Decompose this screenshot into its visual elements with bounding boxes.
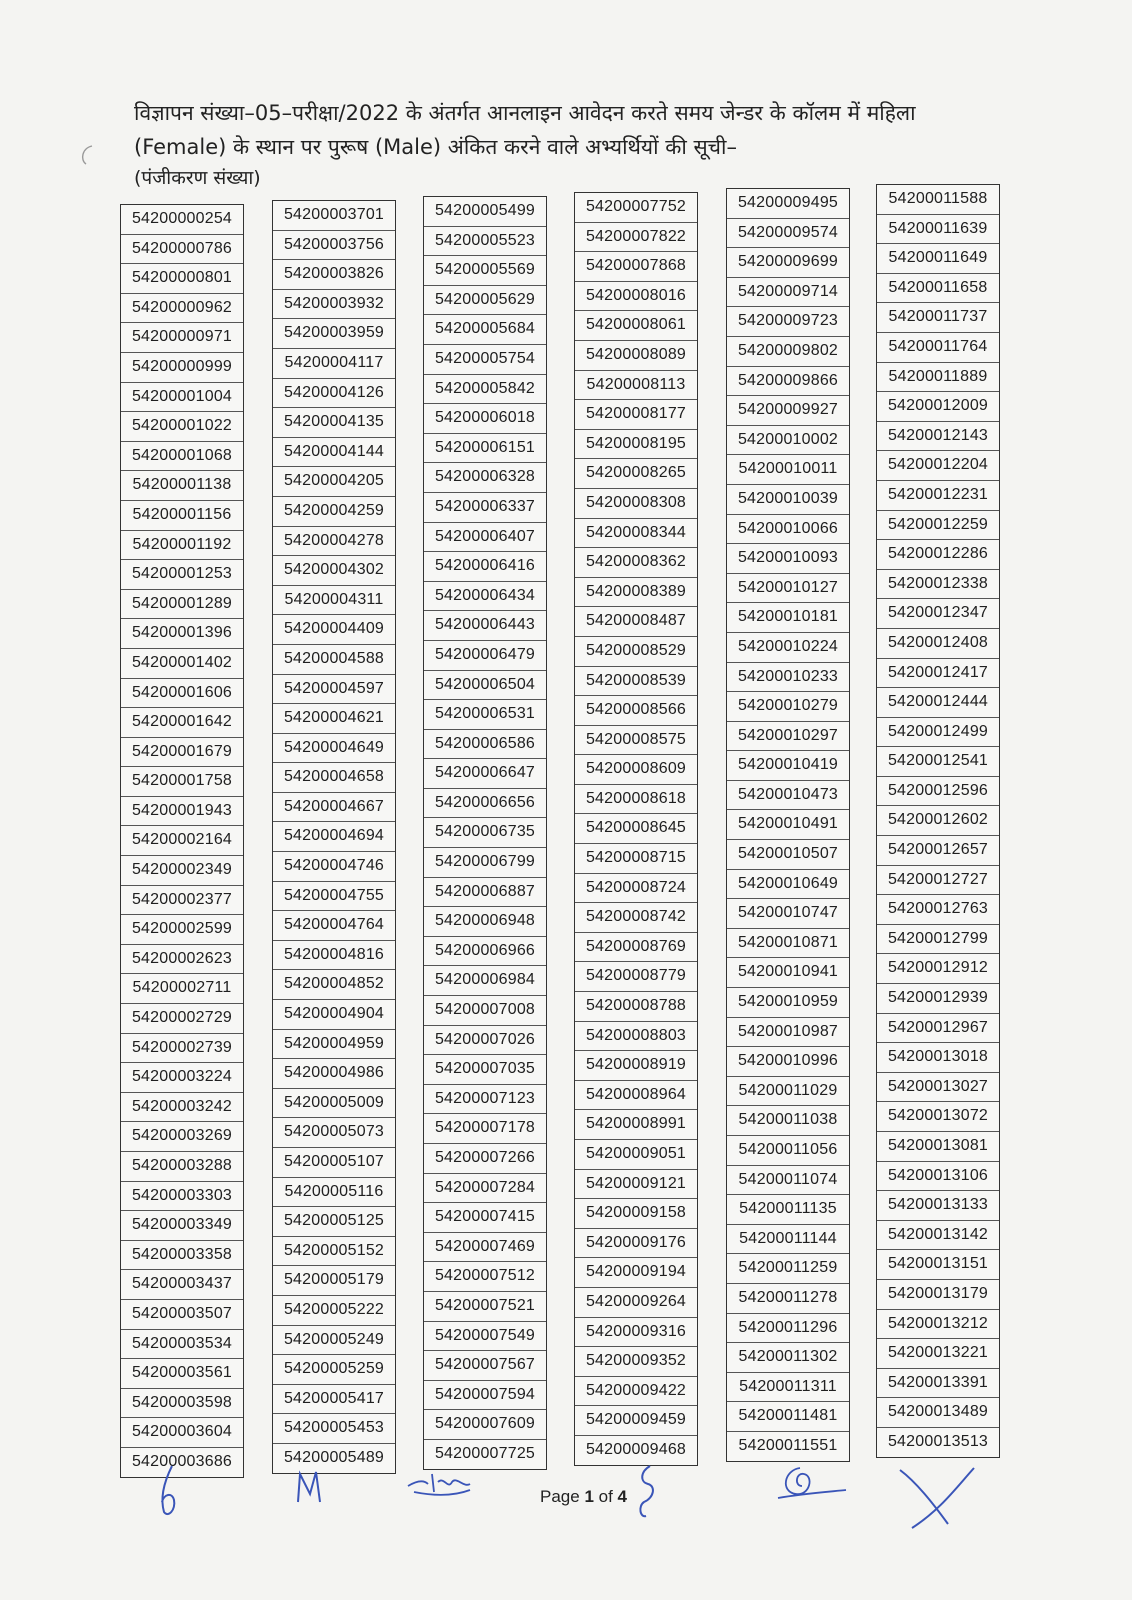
registration-number-cell: 54200005125 <box>273 1207 395 1237</box>
registration-number-cell: 54200006407 <box>424 523 546 553</box>
registration-number-cell: 54200006735 <box>424 818 546 848</box>
registration-number-cell: 54200006018 <box>424 404 546 434</box>
registration-number-cell: 54200006531 <box>424 700 546 730</box>
registration-number-cell: 54200008779 <box>575 962 697 992</box>
registration-number-cell: 54200005842 <box>424 375 546 405</box>
registration-number-cell: 54200005499 <box>424 197 546 227</box>
registration-number-cell: 54200012967 <box>877 1014 999 1044</box>
signature-mark-3 <box>404 1462 474 1502</box>
registration-number-cell: 54200010297 <box>727 722 849 752</box>
registration-number-cell: 54200008991 <box>575 1110 697 1140</box>
heading-line-3: (पंजीकरण संख्या) <box>134 167 261 189</box>
registration-number-cell: 54200011588 <box>877 185 999 215</box>
signature-mark-1 <box>150 1462 190 1522</box>
registration-number-cell: 54200009264 <box>575 1288 697 1318</box>
registration-number-cell: 54200012408 <box>877 629 999 659</box>
registration-number-cell: 54200012444 <box>877 688 999 718</box>
registration-number-cell: 54200005107 <box>273 1148 395 1178</box>
registration-number-cell: 54200000971 <box>121 323 243 353</box>
registration-number-cell: 54200009352 <box>575 1347 697 1377</box>
registration-number-cell: 54200008113 <box>575 371 697 401</box>
registration-number-cell: 54200006479 <box>424 641 546 671</box>
registration-number-cell: 54200001253 <box>121 560 243 590</box>
registration-number-cell: 54200011278 <box>727 1284 849 1314</box>
registration-number-cell: 54200004764 <box>273 911 395 941</box>
registration-number-cell: 54200010473 <box>727 781 849 811</box>
registration-number-cell: 54200008715 <box>575 844 697 874</box>
number-column <box>574 192 698 1466</box>
registration-number-cell: 54200001004 <box>121 383 243 413</box>
registration-number-cell: 54200011144 <box>727 1225 849 1255</box>
registration-number-cell: 54200004816 <box>273 941 395 971</box>
registration-number-cell: 54200005754 <box>424 345 546 375</box>
registration-number-cell: 54200012602 <box>877 806 999 836</box>
number-column <box>272 200 396 1474</box>
registration-number-cell: 54200001192 <box>121 531 243 561</box>
registration-number-cell: 54200011135 <box>727 1195 849 1225</box>
registration-number-cell: 54200008344 <box>575 519 697 549</box>
registration-number-cell: 54200003959 <box>273 319 395 349</box>
registration-number-cell: 54200003756 <box>273 231 395 261</box>
registration-number-cell: 54200004658 <box>273 763 395 793</box>
heading-line-1: विज्ञापन संख्या–05–परीक्षा/2022 के अंतर्गत आनलाइन आवेदन करते समय जेन्डर के कॉलम में महिला <box>134 101 916 125</box>
registration-number-cell: 54200008362 <box>575 548 697 578</box>
registration-number-cell: 54200007008 <box>424 996 546 1026</box>
heading-line-2: (Female) के स्थान पर पुरूष (Male) अंकित करने वाले अभ्यर्थियों की सूची– <box>134 135 737 159</box>
registration-number-cell: 54200010996 <box>727 1047 849 1077</box>
registration-number-cell: 54200008742 <box>575 903 697 933</box>
registration-number-cell: 54200008803 <box>575 1022 697 1052</box>
registration-number-cell: 54200007549 <box>424 1322 546 1352</box>
registration-number-cell: 54200005684 <box>424 315 546 345</box>
registration-number-cell: 54200003269 <box>121 1122 243 1152</box>
registration-number-cell: 54200003437 <box>121 1270 243 1300</box>
number-column <box>423 196 547 1470</box>
registration-number-cell: 54200001402 <box>121 649 243 679</box>
registration-number-cell: 54200003932 <box>273 290 395 320</box>
registration-number-cell: 54200000801 <box>121 264 243 294</box>
registration-number-cell: 54200006443 <box>424 611 546 641</box>
registration-number-cell: 54200004755 <box>273 882 395 912</box>
registration-number-cell: 54200006434 <box>424 582 546 612</box>
registration-number-cell: 54200011889 <box>877 363 999 393</box>
registration-number-cell: 54200005116 <box>273 1178 395 1208</box>
registration-number-cell: 54200007178 <box>424 1114 546 1144</box>
registration-number-cell: 54200010039 <box>727 485 849 515</box>
registration-number-cell: 54200006328 <box>424 463 546 493</box>
registration-number-cell: 54200005569 <box>424 256 546 286</box>
registration-number-cell: 54200009422 <box>575 1377 697 1407</box>
registration-number-cell: 54200000999 <box>121 353 243 383</box>
registration-number-cell: 54200001289 <box>121 590 243 620</box>
registration-number-cell: 54200002623 <box>121 945 243 975</box>
registration-number-cell: 54200010011 <box>727 455 849 485</box>
registration-number-cell: 54200006799 <box>424 848 546 878</box>
registration-number-cell: 54200009866 <box>727 367 849 397</box>
registration-number-cell: 54200013072 <box>877 1102 999 1132</box>
registration-number-cell: 54200007415 <box>424 1203 546 1233</box>
registration-number-cell: 54200011639 <box>877 215 999 245</box>
registration-number-cell: 54200009051 <box>575 1140 697 1170</box>
registration-number-cell: 54200008265 <box>575 459 697 489</box>
registration-number-cell: 54200006416 <box>424 552 546 582</box>
registration-number-cell: 54200010066 <box>727 515 849 545</box>
registration-number-cell: 54200003701 <box>273 201 395 231</box>
registration-number-cell: 54200009468 <box>585 1440 687 1458</box>
registration-number-cell: 54200007725 <box>434 1444 536 1462</box>
registration-number-cell: 54200001068 <box>121 442 243 472</box>
registration-number-cell: 54200001138 <box>121 471 243 501</box>
registration-number-cell: 54200010507 <box>727 840 849 870</box>
registration-number-cell: 54200003288 <box>121 1152 243 1182</box>
registration-number-cell: 54200011259 <box>727 1254 849 1284</box>
registration-number-cell: 54200010224 <box>727 633 849 663</box>
registration-number-cell: 54200007521 <box>424 1292 546 1322</box>
registration-number-cell: 54200012799 <box>877 925 999 955</box>
registration-number-cell: 54200009121 <box>575 1170 697 1200</box>
scan-artifact-mark <box>76 142 98 168</box>
registration-number-cell: 54200008769 <box>575 933 697 963</box>
registration-number-cell: 54200001642 <box>121 708 243 738</box>
registration-number-cell: 54200004621 <box>273 704 395 734</box>
registration-number-cell: 54200012338 <box>877 570 999 600</box>
registration-number-cell: 54200002164 <box>121 826 243 856</box>
registration-number-cell: 54200007567 <box>424 1351 546 1381</box>
registration-number-cell: 54200004667 <box>273 793 395 823</box>
registration-number-cell: 54200012259 <box>877 511 999 541</box>
footer-mid: of <box>593 1487 618 1506</box>
registration-number-cell: 54200008618 <box>575 785 697 815</box>
registration-number-cell: 54200013151 <box>877 1250 999 1280</box>
registration-number-cell: 54200001758 <box>121 767 243 797</box>
registration-number-cell: 54200013142 <box>877 1221 999 1251</box>
registration-number-cell: 54200006656 <box>424 789 546 819</box>
registration-number-cell: 54200011029 <box>727 1077 849 1107</box>
registration-number-cell: 54200010871 <box>727 929 849 959</box>
registration-number-cell: 54200012009 <box>877 392 999 422</box>
signature-mark-2 <box>292 1462 326 1512</box>
registration-number-cell: 54200001396 <box>121 619 243 649</box>
registration-number-cell: 54200000786 <box>121 235 243 265</box>
registration-number-cell: 54200006586 <box>424 730 546 760</box>
registration-number-cell: 54200002711 <box>121 974 243 1004</box>
registration-number-cell: 54200011311 <box>727 1373 849 1403</box>
registration-number-cell: 54200012657 <box>877 836 999 866</box>
registration-number-cell: 54200003242 <box>121 1093 243 1123</box>
registration-number-cell: 54200008724 <box>575 874 697 904</box>
registration-number-cell: 54200004117 <box>273 349 395 379</box>
registration-number-cell: 54200013489 <box>877 1398 999 1428</box>
registration-number-cell: 54200012727 <box>877 866 999 896</box>
registration-number-cell: 54200004126 <box>273 379 395 409</box>
registration-number-cell: 54200011056 <box>727 1136 849 1166</box>
registration-number-cell: 54200006151 <box>424 434 546 464</box>
registration-number-cell: 54200010491 <box>727 810 849 840</box>
registration-number-cell: 54200004144 <box>273 438 395 468</box>
registration-number-cell: 54200009176 <box>575 1229 697 1259</box>
registration-number-cell: 54200005523 <box>424 227 546 257</box>
registration-number-cell: 54200011658 <box>877 274 999 304</box>
footer-page-total: 4 <box>617 1487 627 1506</box>
registration-number-cell: 54200010181 <box>727 603 849 633</box>
registration-number-cell: 54200007512 <box>424 1262 546 1292</box>
registration-number-cell: 54200005249 <box>273 1326 395 1356</box>
registration-number-cell: 54200008308 <box>575 489 697 519</box>
registration-number-cell: 54200001156 <box>121 501 243 531</box>
registration-number-cell: 54200012541 <box>877 747 999 777</box>
registration-number-cell: 54200009316 <box>575 1318 697 1348</box>
list-heading <box>134 96 994 190</box>
number-column <box>120 204 244 1478</box>
registration-number-cell: 54200013221 <box>877 1339 999 1369</box>
registration-number-cell: 54200002377 <box>121 886 243 916</box>
registration-number-cell: 54200012939 <box>877 984 999 1014</box>
footer-prefix: Page <box>540 1487 585 1506</box>
registration-number-cell: 54200004959 <box>273 1030 395 1060</box>
registration-number-cell: 54200007284 <box>424 1174 546 1204</box>
registration-number-cell: 54200010127 <box>727 574 849 604</box>
registration-number-cell: 54200011074 <box>727 1166 849 1196</box>
registration-number-cell: 54200011038 <box>727 1106 849 1136</box>
registration-number-cell: 54200008964 <box>575 1081 697 1111</box>
registration-number-cell: 54200002349 <box>121 856 243 886</box>
registration-number-cell: 54200003349 <box>121 1211 243 1241</box>
registration-number-cell: 54200003561 <box>121 1359 243 1389</box>
registration-number-cell: 54200004259 <box>273 497 395 527</box>
registration-number-cell: 54200004588 <box>273 645 395 675</box>
registration-number-cell: 54200007035 <box>424 1055 546 1085</box>
registration-number-cell: 54200002599 <box>121 915 243 945</box>
registration-number-cell: 54200008645 <box>575 814 697 844</box>
registration-number-cell: 54200008575 <box>575 726 697 756</box>
registration-number-cell: 54200000254 <box>121 205 243 235</box>
registration-number-cell: 54200009802 <box>727 337 849 367</box>
registration-number-cell: 54200004694 <box>273 822 395 852</box>
registration-number-cell: 54200011649 <box>877 244 999 274</box>
registration-number-cell: 54200013018 <box>877 1043 999 1073</box>
registration-number-cell: 54200008089 <box>575 341 697 371</box>
registration-number-cell: 54200013133 <box>877 1191 999 1221</box>
registration-number-cell: 54200012499 <box>877 718 999 748</box>
registration-number-cell: 54200005152 <box>273 1237 395 1267</box>
registration-number-cell: 54200006984 <box>424 966 546 996</box>
registration-number-cell: 54200011737 <box>877 303 999 333</box>
registration-number-cell: 54200006948 <box>424 907 546 937</box>
registration-number-cell: 54200011481 <box>727 1402 849 1432</box>
registration-number-cell: 54200011296 <box>727 1314 849 1344</box>
registration-number-cell: 54200009574 <box>727 219 849 249</box>
registration-number-cell: 54200005489 <box>283 1448 385 1466</box>
registration-number-cell: 54200006647 <box>424 759 546 789</box>
registration-number-cell: 54200001943 <box>121 797 243 827</box>
registration-number-cell: 54200007594 <box>424 1381 546 1411</box>
registration-number-cell: 54200006966 <box>424 937 546 967</box>
registration-number-cell: 54200013212 <box>877 1310 999 1340</box>
registration-number-cell: 54200005073 <box>273 1118 395 1148</box>
registration-number-cell: 54200009158 <box>575 1199 697 1229</box>
registration-number-cell: 54200008609 <box>575 755 697 785</box>
registration-number-cell: 54200008566 <box>575 696 697 726</box>
registration-number-cell: 54200004904 <box>273 1000 395 1030</box>
registration-number-cell: 54200008487 <box>575 607 697 637</box>
registration-number-cell: 54200007868 <box>575 252 697 282</box>
registration-number-cell: 54200008016 <box>575 282 697 312</box>
registration-number-cell: 54200005259 <box>273 1355 395 1385</box>
registration-number-cell: 54200004746 <box>273 852 395 882</box>
registration-number-cell: 54200005629 <box>424 286 546 316</box>
registration-number-cell: 54200007266 <box>424 1144 546 1174</box>
registration-number-cell: 54200004135 <box>273 408 395 438</box>
registration-number-cell: 54200010747 <box>727 899 849 929</box>
registration-number-cell: 54200013513 <box>887 1432 989 1450</box>
registration-number-cell: 54200009495 <box>727 189 849 219</box>
number-column <box>726 188 850 1462</box>
registration-number-cell: 54200004597 <box>273 675 395 705</box>
registration-number-cell: 54200008061 <box>575 311 697 341</box>
registration-number-cell: 54200010419 <box>727 751 849 781</box>
registration-number-cell: 54200003598 <box>121 1389 243 1419</box>
registration-number-cell: 54200013081 <box>877 1132 999 1162</box>
registration-number-cell: 54200007123 <box>424 1085 546 1115</box>
page-footer <box>540 1487 627 1507</box>
registration-number-cell: 54200013391 <box>877 1369 999 1399</box>
registration-number-cell: 54200012763 <box>877 895 999 925</box>
registration-number-cell: 54200010959 <box>727 988 849 1018</box>
registration-number-cell: 54200003303 <box>121 1182 243 1212</box>
registration-number-cell: 54200012143 <box>877 422 999 452</box>
registration-number-cell: 54200008919 <box>575 1051 697 1081</box>
registration-number-cell: 54200006887 <box>424 878 546 908</box>
signature-mark-4 <box>632 1462 662 1522</box>
registration-number-cell: 54200011551 <box>738 1436 838 1454</box>
registration-number-cell: 54200010233 <box>727 663 849 693</box>
registration-number-cell: 54200001022 <box>121 412 243 442</box>
registration-number-cell: 54200007609 <box>424 1410 546 1440</box>
registration-number-cell: 54200003358 <box>121 1241 243 1271</box>
registration-number-cell: 54200007822 <box>575 223 697 253</box>
registration-number-cell: 54200005417 <box>273 1385 395 1415</box>
registration-number-cell: 54200006337 <box>424 493 546 523</box>
registration-number-cell: 54200008389 <box>575 578 697 608</box>
registration-number-cell: 54200002729 <box>121 1004 243 1034</box>
registration-number-cell: 54200012417 <box>877 659 999 689</box>
signature-mark-5 <box>770 1462 850 1512</box>
registration-number-grid <box>120 190 1020 1470</box>
registration-number-cell: 54200004311 <box>273 586 395 616</box>
registration-number-cell: 54200010002 <box>727 426 849 456</box>
registration-number-cell: 54200004986 <box>273 1059 395 1089</box>
registration-number-cell: 54200004302 <box>273 556 395 586</box>
registration-number-cell: 54200012204 <box>877 451 999 481</box>
registration-number-cell: 54200004852 <box>273 970 395 1000</box>
registration-number-cell: 54200003604 <box>121 1418 243 1448</box>
registration-number-cell: 54200005453 <box>273 1414 395 1444</box>
registration-number-cell: 54200004205 <box>273 467 395 497</box>
registration-number-cell: 54200002739 <box>121 1034 243 1064</box>
registration-number-cell: 54200009714 <box>727 278 849 308</box>
registration-number-cell: 54200010093 <box>727 544 849 574</box>
registration-number-cell: 54200004278 <box>273 527 395 557</box>
registration-number-cell: 54200001606 <box>121 679 243 709</box>
registration-number-cell: 54200013106 <box>877 1162 999 1192</box>
registration-number-cell: 54200009699 <box>727 248 849 278</box>
registration-number-cell: 54200012912 <box>877 954 999 984</box>
registration-number-cell: 54200010941 <box>727 958 849 988</box>
registration-number-cell: 54200009459 <box>575 1406 697 1436</box>
registration-number-cell: 54200005009 <box>273 1089 395 1119</box>
registration-number-cell: 54200012347 <box>877 599 999 629</box>
registration-number-cell: 54200003534 <box>121 1330 243 1360</box>
registration-number-cell: 54200004649 <box>273 734 395 764</box>
registration-number-cell: 54200008195 <box>575 430 697 460</box>
registration-number-cell: 54200012596 <box>877 777 999 807</box>
registration-number-cell: 54200012286 <box>877 540 999 570</box>
registration-number-cell: 54200010987 <box>727 1018 849 1048</box>
registration-number-cell: 54200009927 <box>727 396 849 426</box>
registration-number-cell: 54200003507 <box>121 1300 243 1330</box>
registration-number-cell: 54200007752 <box>575 193 697 223</box>
registration-number-cell: 54200007026 <box>424 1026 546 1056</box>
registration-number-cell: 54200003224 <box>121 1063 243 1093</box>
registration-number-cell: 54200013027 <box>877 1073 999 1103</box>
registration-number-cell: 54200007469 <box>424 1233 546 1263</box>
registration-number-cell: 54200009194 <box>575 1258 697 1288</box>
registration-number-cell: 54200011764 <box>877 333 999 363</box>
registration-number-cell: 54200003826 <box>273 260 395 290</box>
number-column <box>876 184 1000 1458</box>
registration-number-cell: 54200008788 <box>575 992 697 1022</box>
registration-number-cell: 54200011302 <box>727 1343 849 1373</box>
registration-number-cell: 54200010279 <box>727 692 849 722</box>
registration-number-cell: 54200009723 <box>727 307 849 337</box>
registration-number-cell: 54200013179 <box>877 1280 999 1310</box>
registration-number-cell: 54200010649 <box>727 870 849 900</box>
registration-number-cell: 54200003686 <box>131 1452 233 1470</box>
registration-number-cell: 54200005222 <box>273 1296 395 1326</box>
registration-number-cell: 54200000962 <box>121 294 243 324</box>
registration-number-cell: 54200005179 <box>273 1266 395 1296</box>
registration-number-cell: 54200001679 <box>121 738 243 768</box>
registration-number-cell: 54200006504 <box>424 671 546 701</box>
registration-number-cell: 54200008529 <box>575 637 697 667</box>
registration-number-cell: 54200004409 <box>273 615 395 645</box>
signature-mark-6 <box>896 1462 980 1532</box>
registration-number-cell: 54200008539 <box>575 667 697 697</box>
footer-page-number: 1 <box>584 1487 594 1506</box>
registration-number-cell: 54200008177 <box>575 400 697 430</box>
registration-number-cell: 54200012231 <box>877 481 999 511</box>
